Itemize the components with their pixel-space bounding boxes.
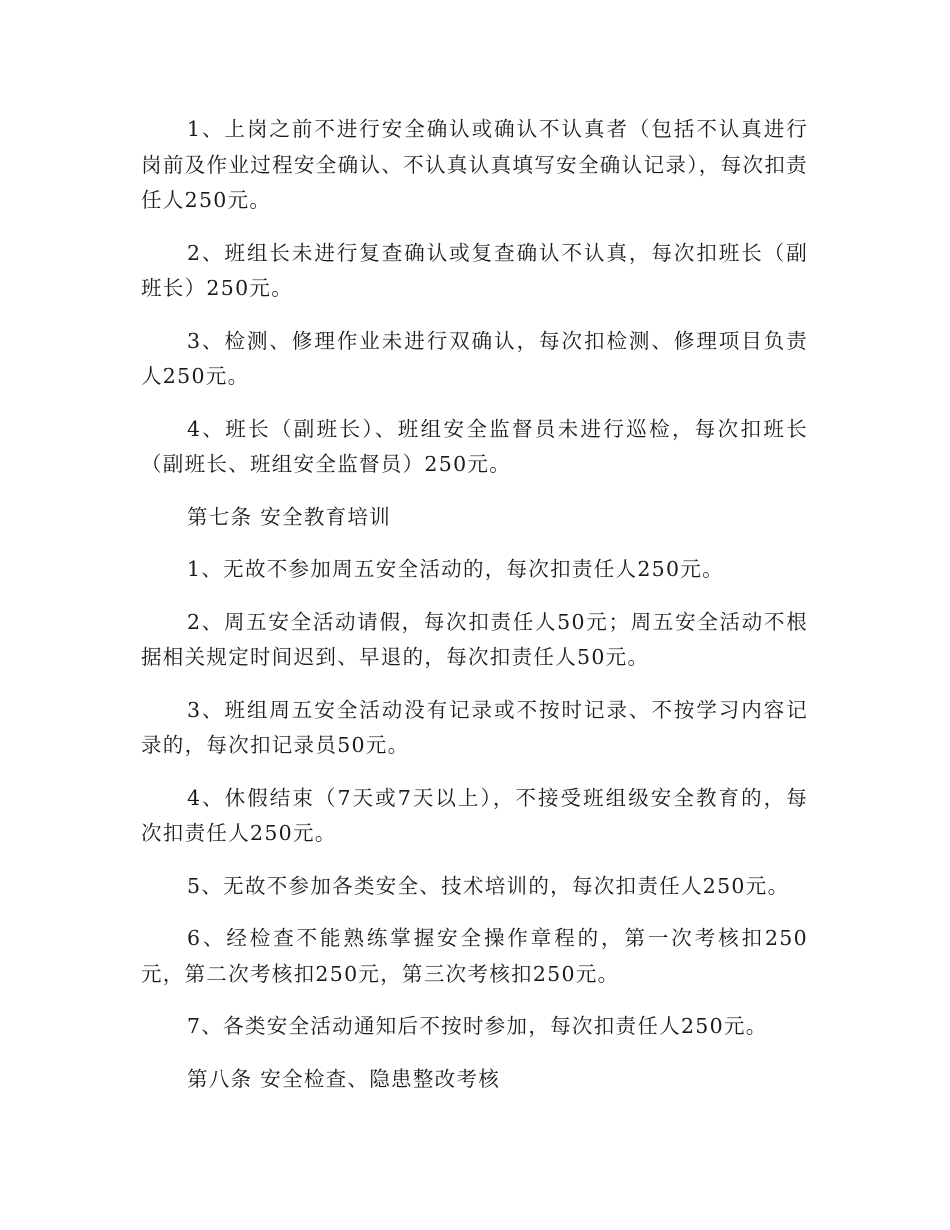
training-item-3: 3、班组周五安全活动没有记录或不按时记录、不按学习内容记录的，每次扣记录员50元。 — [141, 697, 808, 757]
article-8-heading: 第八条 安全检查、隐患整改考核 — [187, 1066, 501, 1091]
rule-item-3: 3、检测、修理作业未进行双确认，每次扣检测、修理项目负责人250元。 — [141, 328, 808, 388]
training-item-6: 6、经检查不能熟练掌握安全操作章程的，第一次考核扣250元，第二次考核扣250元，第三次考核扣250元。 — [141, 926, 808, 986]
article-7-heading: 第七条 安全教育培训 — [187, 504, 392, 529]
training-item-5: 5、无故不参加各类安全、技术培训的，每次扣责任人250元。 — [187, 873, 790, 898]
rule-item-2: 2、班组长未进行复查确认或复查确认不认真，每次扣班长（副班长）250元。 — [141, 240, 808, 300]
rule-item-4: 4、班长（副班长）、班组安全监督员未进行巡检，每次扣班长（副班长、班组安全监督员）250元。 — [141, 416, 808, 476]
training-item-2: 2、周五安全活动请假，每次扣责任人50元；周五安全活动不根据相关规定时间迟到、早退的，每次扣责任人50元。 — [141, 609, 808, 669]
rule-item-1: 1、上岗之前不进行安全确认或确认不认真者（包括不认真进行岗前及作业过程安全确认、不认真认真填写安全确认记录），每次扣责任人250元。 — [141, 117, 808, 212]
training-item-1: 1、无故不参加周五安全活动的，每次扣责任人250元。 — [187, 557, 724, 581]
training-item-7: 7、各类安全活动通知后不按时参加，每次扣责任人250元。 — [187, 1014, 768, 1038]
document-page — [141, 112, 808, 1114]
training-item-4: 4、休假结束（7天或7天以上），不接受班组级安全教育的，每次扣责任人250元。 — [141, 785, 808, 845]
